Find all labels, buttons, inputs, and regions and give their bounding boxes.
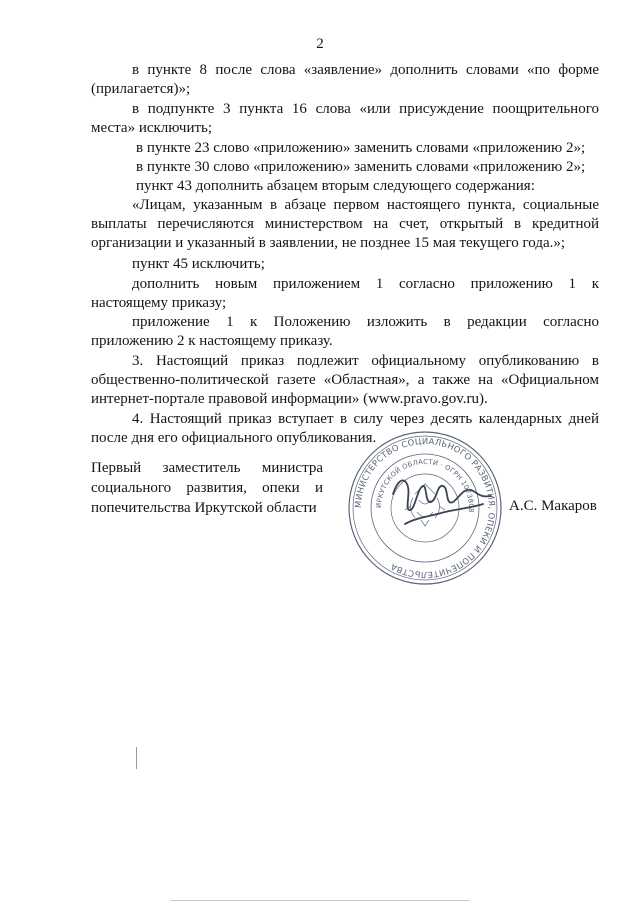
text-line: места» исключить; xyxy=(91,120,213,136)
text-line: 3. Настоящий приказ подлежит официальному опубликованию в xyxy=(132,353,599,369)
text-line: приложение 1 к Положению изложить в редакции согласно xyxy=(132,314,599,330)
svg-text:ИРКУТСКОЙ ОБЛАСТИ · ОГРН 10738: ИРКУТСКОЙ ОБЛАСТИ · ОГРН 1073808 xyxy=(374,457,476,513)
page-number: 2 xyxy=(316,36,324,52)
position-line: попечительства Иркутской области xyxy=(91,500,317,516)
text-line: (прилагается)»; xyxy=(91,81,191,97)
text-line: «Лицам, указанным в абзаце первом настоящего пункта, социальные xyxy=(132,197,599,213)
text-line: в подпункте 3 пункта 16 слова «или присуждение поощрительного xyxy=(132,101,599,117)
svg-text:МИНИСТЕРСТВО СОЦИАЛЬНОГО РАЗВИ: МИНИСТЕРСТВО СОЦИАЛЬНОГО РАЗВИТИЯ, ОПЕКИ И ПОПЕЧИТЕЛЬСТВА xyxy=(352,435,498,581)
text-line: пункт 43 дополнить абзацем вторым следующего содержания: xyxy=(136,178,535,194)
text-line: дополнить новым приложением 1 согласно приложению 1 к xyxy=(132,276,599,292)
scan-artifact-line xyxy=(136,747,137,769)
position-line: социального развития, опеки и xyxy=(91,480,323,496)
text-line: организации и указанный в заявлении, не позднее 15 мая текущего года.»; xyxy=(91,235,566,251)
position-line: Первый заместитель министра xyxy=(91,460,323,476)
text-line: в пункте 8 после слова «заявление» дополнить словами «по форме xyxy=(132,62,599,78)
text-line: общественно-политической газете «Областная», а также на «Официальном xyxy=(91,372,599,388)
signer-name: А.С. Макаров xyxy=(509,498,597,514)
text-line: в пункте 23 слово «приложению» заменить словами «приложению 2»; xyxy=(136,140,586,156)
text-line: интернет-портале правовой информации» (www.pravo.gov.ru). xyxy=(91,391,488,407)
text-line: выплаты перечисляются министерством на счет, открытый в кредитной xyxy=(91,216,599,232)
handwritten-signature xyxy=(393,480,491,524)
signatory-position xyxy=(91,458,323,518)
text-line: приложению 2 к настоящему приказу. xyxy=(91,333,333,349)
text-line: после дня его официального опубликования. xyxy=(91,430,377,446)
scan-artifact-bottom-edge xyxy=(170,900,470,901)
official-seal-stamp xyxy=(345,428,505,588)
text-line: пункт 45 исключить; xyxy=(132,256,265,272)
text-line: настоящему приказу; xyxy=(91,295,227,311)
text-line: 4. Настоящий приказ вступает в силу через десять календарных дней xyxy=(132,411,599,427)
text-line: в пункте 30 слово «приложению» заменить словами «приложению 2»; xyxy=(136,159,586,175)
